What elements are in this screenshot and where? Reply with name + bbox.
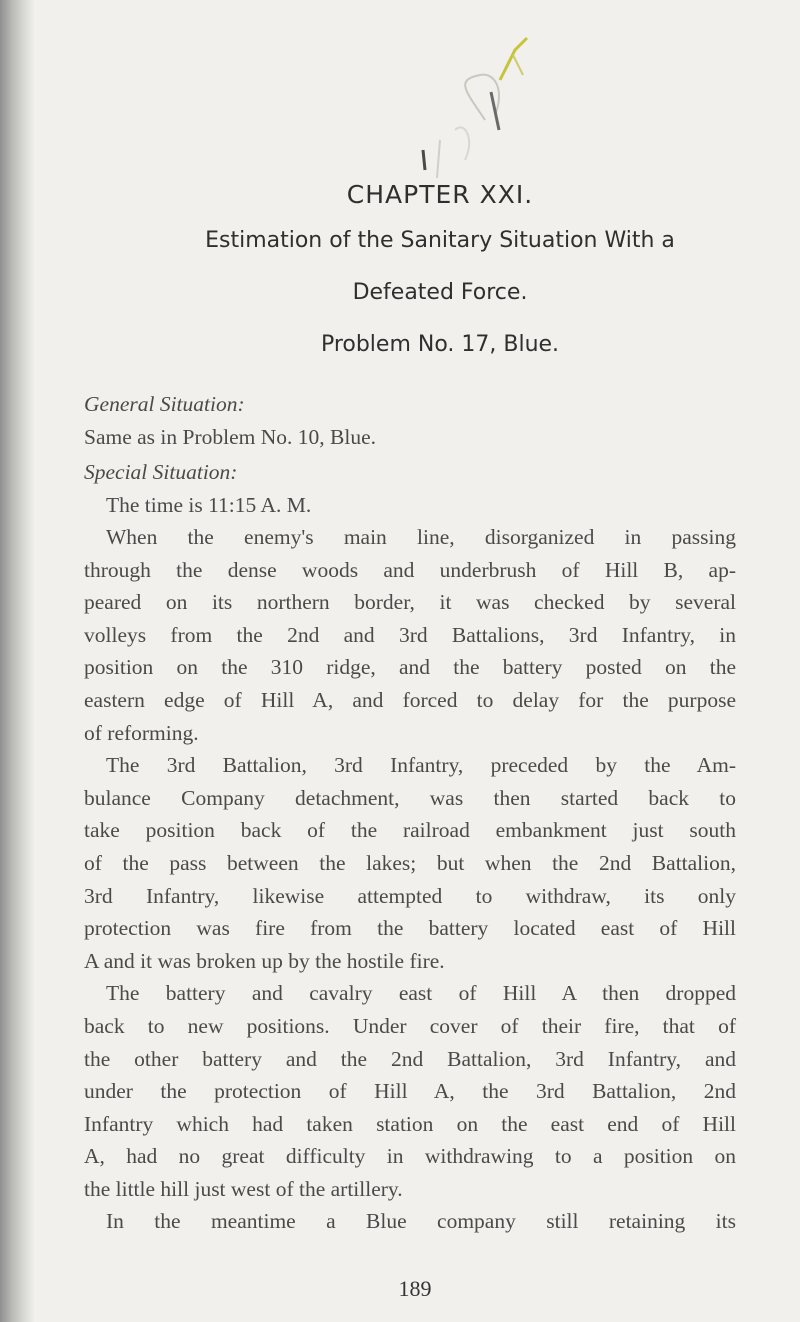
special-situation-label: Special Situation: [84,460,238,484]
chapter-title-line-1: Estimation of the Sanitary Situation With a [205,228,675,253]
chapter-heading: CHAPTER XXI. [346,180,534,209]
text-line: of the pass between the lakes; but when the 2nd Battalion, [84,850,736,875]
text-line: 3rd Infantry, likewise attempted to withdraw, its only [84,883,736,908]
text-line: A and it was broken up by the hostile fire. [84,948,445,973]
text-line: under the protection of Hill A, the 3rd Battalion, 2nd [84,1079,736,1104]
text-line: eastern edge of Hill A, and forced to delay for the purpose [84,687,736,712]
body-paragraphs [84,521,736,1238]
text-line: Infantry which had taken station on the east end of Hill [84,1111,736,1136]
text-line: peared on its northern border, it was checked by several [84,590,736,615]
text-line: volleys from the 2nd and 3rd Battalions, 3rd Infantry, in [84,622,736,647]
text-line: take position back of the railroad embankment just south [84,818,736,843]
text-line: the little hill just west of the artillery. [84,1176,403,1201]
text-line: bulance Company detachment, was then started back to [84,785,736,810]
text-line: The 3rd Battalion, 3rd Infantry, preceded by the Am- [106,753,736,778]
text-line: of reforming. [84,720,199,745]
text-line: back to new positions. Under cover of their fire, that of [84,1013,736,1038]
general-situation-label: General Situation: [84,392,245,416]
text-line: position on the 310 ridge, and the battery posted on the [84,655,736,680]
text-line: In the meantime a Blue company still retaining its [106,1209,736,1234]
text-line: protection was fire from the battery located east of Hill [84,916,736,941]
chapter-title-line-2: Defeated Force. [352,280,528,305]
page-binding-edge [0,0,34,1322]
pencil-sketch-mark [395,20,545,180]
general-situation-text: Same as in Problem No. 10, Blue. [84,424,377,449]
problem-heading: Problem No. 17, Blue. [320,332,560,357]
text-line: through the dense woods and underbrush of Hill B, ap- [84,557,736,582]
text-line: the other battery and the 2nd Battalion, 3rd Infantry, and [84,1046,736,1071]
text-line: When the enemy's main line, disorganized in passing [106,525,736,549]
special-situation-section [84,456,736,521]
special-situation-time: The time is 11:15 A. M. [106,492,312,517]
text-line: A, had no great difficulty in withdrawing to a position on [84,1144,736,1169]
page-number: 189 [398,1276,432,1301]
general-situation-section [84,388,736,453]
text-line: The battery and cavalry east of Hill A then dropped [106,981,736,1006]
